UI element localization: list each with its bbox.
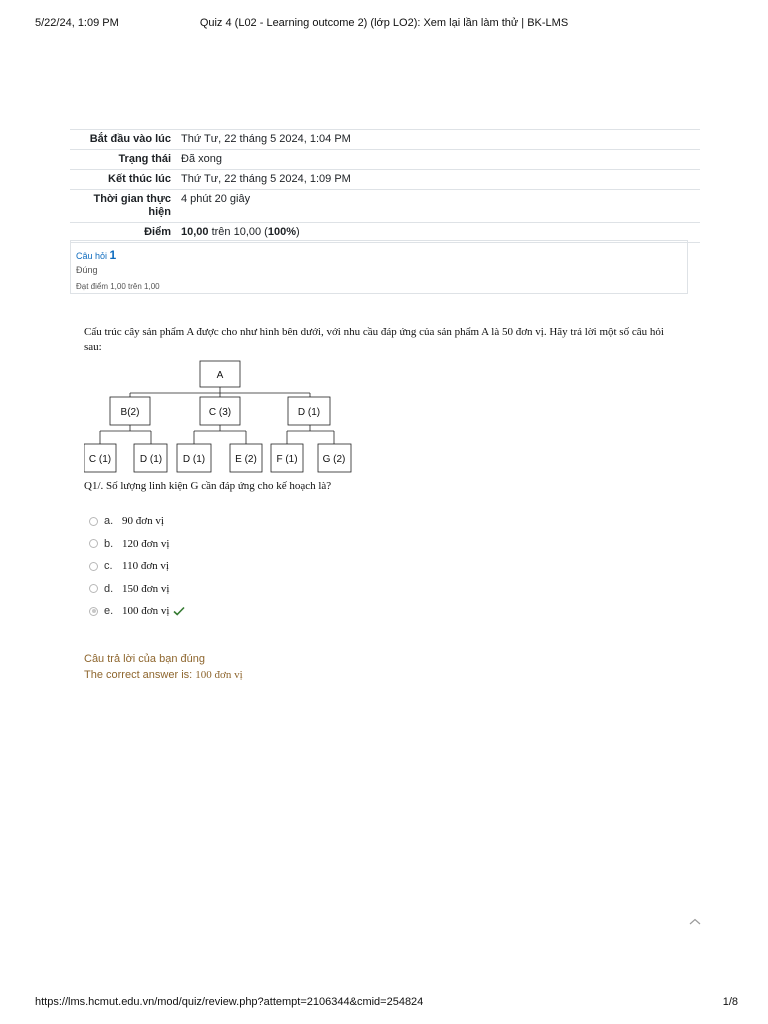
answer-option[interactable]: [89, 578, 185, 601]
answer-option[interactable]: [89, 555, 185, 578]
check-icon: [173, 606, 185, 616]
summary-value: Thứ Tư, 22 tháng 5 2024, 1:09 PM: [177, 170, 700, 190]
tree-node: E (2): [235, 454, 257, 465]
tree-node: B(2): [120, 407, 140, 418]
tree-node: C (1): [88, 454, 112, 465]
correct-answer-value: 100 đơn vị: [195, 669, 243, 681]
grade-end: ): [296, 226, 300, 238]
print-title: Quiz 4 (L02 - Learning outcome 2) (lớp LO2): Xem lại lần làm thử | BK-LMS: [199, 17, 569, 29]
summary-row: [70, 190, 700, 223]
radio-button[interactable]: [89, 584, 98, 593]
question-info-box: [70, 240, 688, 294]
product-structure-tree: [84, 360, 359, 475]
attempt-summary-table: [70, 129, 700, 243]
summary-row: [70, 130, 700, 150]
summary-label: Bắt đầu vào lúc: [70, 130, 177, 150]
radio-button[interactable]: [89, 517, 98, 526]
answer-option[interactable]: [89, 510, 185, 533]
option-text: 110 đơn vị: [122, 560, 169, 573]
grade-score: 10,00: [181, 226, 209, 238]
option-letter: b.: [104, 537, 114, 550]
option-letter: c.: [104, 560, 113, 573]
summary-value: Đã xong: [177, 150, 700, 170]
radio-button-checked[interactable]: [89, 607, 98, 616]
tree-node: D (1): [182, 454, 206, 465]
question-grade: Đạt điểm 1,00 trên 1,00: [76, 282, 160, 291]
question-state: Đúng: [76, 265, 98, 275]
summary-label: Điểm: [70, 223, 177, 243]
summary-label: Thời gian thực hiện: [70, 190, 177, 223]
summary-value: Thứ Tư, 22 tháng 5 2024, 1:04 PM: [177, 130, 700, 150]
summary-label: Kết thúc lúc: [70, 170, 177, 190]
tree-node: D (1): [139, 454, 163, 465]
question-number-value: 1: [109, 248, 117, 262]
radio-button[interactable]: [89, 539, 98, 548]
page-number: 1/8: [722, 996, 738, 1008]
option-text: 150 đơn vị: [122, 582, 170, 595]
question-text: Cấu trúc cây sản phẩm A được cho như hình bên dưới, với nhu cầu đáp ứng của sản phẩm A là 50 đơn vị. Hãy trả lời một số câu hỏi sau:: [84, 326, 664, 353]
question-prefix: Câu hỏi: [76, 251, 108, 261]
feedback: [84, 653, 243, 681]
answer-option-selected[interactable]: [89, 600, 185, 623]
answer-options: [89, 510, 185, 623]
tree-node: C (3): [208, 407, 232, 418]
option-text: 100 đơn vị: [122, 605, 170, 618]
grade-percent: 100%: [267, 226, 296, 238]
feedback-correct: Câu trả lời của bạn đúng: [84, 653, 205, 665]
option-letter: a.: [104, 515, 114, 528]
option-text: 120 đơn vị: [122, 537, 170, 550]
correct-answer-prefix: The correct answer is:: [84, 669, 196, 681]
summary-label: Trạng thái: [70, 150, 177, 170]
answer-option[interactable]: [89, 533, 185, 556]
tree-node: G (2): [322, 454, 346, 465]
question-number: [76, 248, 682, 262]
radio-button[interactable]: [89, 562, 98, 571]
print-date: 5/22/24, 1:09 PM: [35, 17, 119, 29]
summary-row: [70, 170, 700, 190]
option-letter: e.: [104, 605, 114, 618]
summary-row: [70, 150, 700, 170]
correct-answer: [84, 669, 243, 681]
page-url: https://lms.hcmut.edu.vn/mod/quiz/review.php?attempt=2106344&cmid=254824: [35, 996, 424, 1008]
grade-mid: trên 10,00 (: [208, 226, 268, 238]
tree-node-root: A: [216, 370, 224, 381]
chevron-up-icon[interactable]: [688, 917, 702, 927]
option-letter: d.: [104, 582, 114, 595]
summary-value: 4 phút 20 giây: [177, 190, 700, 223]
tree-node: F (1): [276, 454, 298, 465]
print-header: [0, 17, 768, 33]
option-text: 90 đơn vị: [122, 515, 164, 528]
tree-node: D (1): [297, 407, 321, 418]
subquestion-text: Q1/. Số lượng linh kiện G cần đáp ứng cho kế hoạch là?: [84, 480, 332, 492]
